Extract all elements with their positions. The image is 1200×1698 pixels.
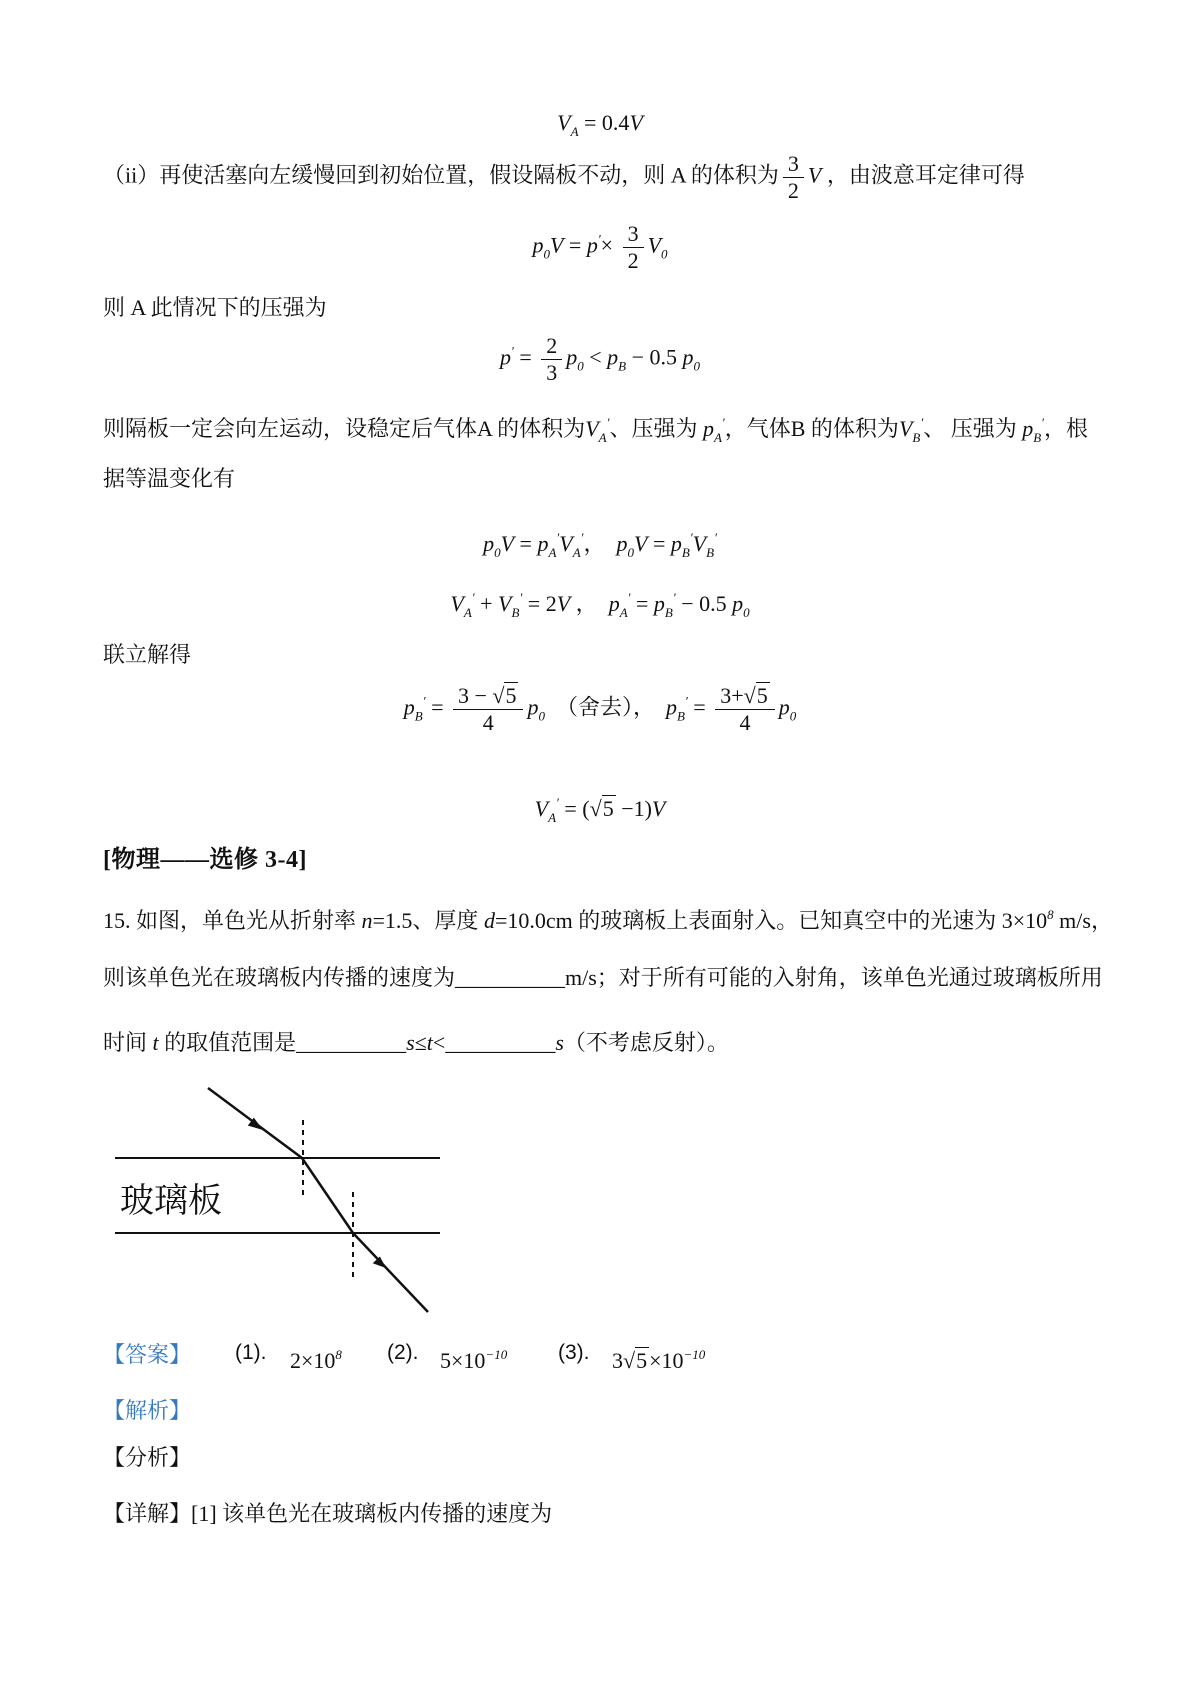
section-xiangjie-line — [103, 1497, 552, 1531]
answer-3-number: (3). — [558, 1341, 590, 1364]
para-lianli: 联立解得 — [103, 642, 192, 667]
para-ii: （ii）再使活塞向左缓慢回到初始位置，假设隔板不动，则 A 的体积为 $\frac{3}{2}$ V ，由波意耳定律可得 — [103, 151, 1025, 204]
answer-1-number: (1). — [235, 1341, 267, 1364]
section-fenxi-label: 【分析】 — [103, 1445, 192, 1470]
refraction-diagram — [95, 1075, 455, 1325]
formula-isothermal-pair: $p_0V = p_A'V_A'$， $p_0V = p_B'V_B'$ — [483, 530, 717, 560]
xiangjie-label: 【详解】 — [103, 1501, 192, 1526]
formula-va-04v: $V_A = 0.4V$ — [557, 110, 643, 139]
formula-volume-sum: $V_A' + V_B' = 2V$ ， $p_A' = p_B' - 0.5$ $p_0$ — [450, 590, 750, 620]
answer-1-value: $2\times 10^8$ — [290, 1347, 342, 1373]
exit-ray — [353, 1233, 428, 1312]
section-heading-physics-3-4: [物理——选修 3-4] — [103, 847, 307, 873]
formula-pb-solutions: $p_B'$ = $\frac{3 - √5}{4}$ $p_0$ （舍去）， $p_B'$ = $\frac{3+√5}{4}$ $p_0$ — [403, 683, 797, 736]
para-pressure-a: 则 A 此情况下的压强为 — [103, 295, 327, 320]
question-15-line1: 15. 如图，单色光从折射率 n=1.5、厚度 d=10.0cm 的玻璃板上表面射入。已知真空中的光速为 $3\times 10^8$ m/s， — [103, 907, 1113, 933]
answer-3-value: $3√5\times 10^{-10}$ — [612, 1347, 706, 1373]
answer-row — [0, 1338, 1200, 1378]
xiangjie-text: [1] 该单色光在玻璃板内传播的速度为 — [191, 1501, 553, 1526]
formula-p-prime: p′ = $\frac{2}{3}$ $p_0 < p_B - 0.5$ $p_0$ — [499, 333, 701, 386]
formula-boyle: $p_0V = p'\times$ $\frac{3}{2}$ $V_0$ — [532, 221, 668, 274]
answer-label: 【答案】 — [103, 1342, 192, 1367]
section-jiexi-label: 【解析】 — [103, 1398, 192, 1423]
para-geban: 则隔板一定会向左运动，设稳定后气体A 的体积为$V_A'$、压强为 $p_A'$，气体B 的体积为$V_B'$、 压强为 $p_B'$，根 — [103, 415, 1089, 445]
exit-ray-arrowhead — [373, 1257, 386, 1269]
para-isothermal: 据等温变化有 — [103, 466, 236, 491]
answer-2-number: (2). — [387, 1341, 419, 1364]
question-15-line2: 则该单色光在玻璃板内传播的速度为__________m/s；对于所有可能的入射角，该单色光通过玻璃板所用 — [103, 965, 1103, 990]
answer-2-value: $5\times 10^{-10}$ — [440, 1347, 508, 1373]
formula-va-result: $V_A' = (√5 -1)V$ — [534, 795, 666, 825]
glass-plate-label: 玻璃板 — [120, 1183, 222, 1220]
question-15-line3: 时间 t 的取值范围是__________s≤t<__________s（不考虑反射）。 — [103, 1030, 729, 1055]
refracted-ray — [302, 1158, 353, 1233]
